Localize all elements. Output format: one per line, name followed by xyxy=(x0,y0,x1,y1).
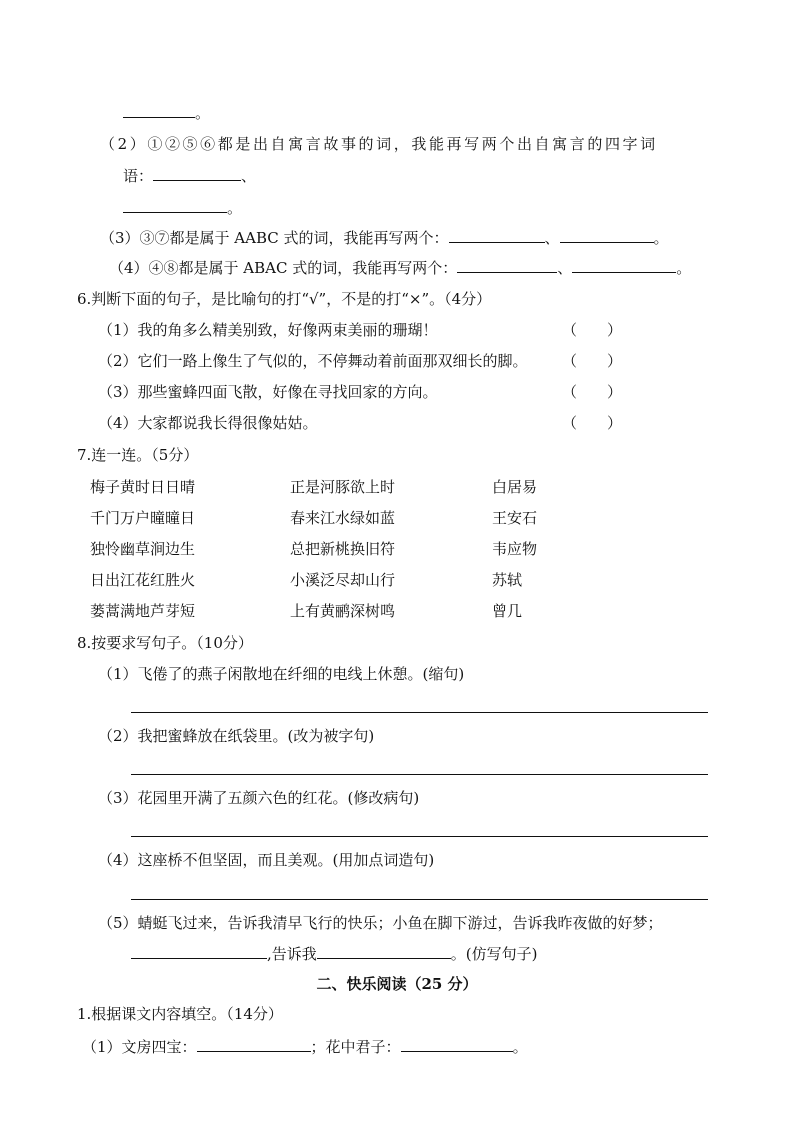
q8-item: （2）我把蜜蜂放在纸袋里。(改为被字句) xyxy=(98,727,375,745)
poet-name[interactable]: 白居易 xyxy=(492,478,538,496)
poem-line-right[interactable]: 小溪泛尽却山行 xyxy=(290,571,396,589)
blank[interactable] xyxy=(449,228,545,243)
section2-q1-item-1: （1）文房四宝： ；花中君子： 。 xyxy=(82,1038,528,1056)
poet-name[interactable]: 王安石 xyxy=(492,509,538,527)
blank[interactable] xyxy=(572,258,676,273)
poem-line-right[interactable]: 正是河豚欲上时 xyxy=(290,478,396,496)
answer-paren[interactable]: （ ） xyxy=(562,321,623,339)
blank[interactable] xyxy=(123,103,195,118)
q5-item-2-cont: 语： 、 xyxy=(123,167,257,185)
q6-item: （3）那些蜜蜂四面飞散，好像在寻找回家的方向。 xyxy=(98,383,438,401)
q6-item: （2）它们一路上像生了气似的，不停舞动着前面那双细长的脚。 xyxy=(98,352,528,370)
blank[interactable] xyxy=(401,1037,513,1052)
blank[interactable] xyxy=(457,258,557,273)
q6-item: （1）我的角多么精美别致，好像两束美丽的珊瑚！ xyxy=(98,321,438,339)
poem-line-left[interactable]: 千门万户曈曈日 xyxy=(90,509,196,527)
poem-line-right[interactable]: 上有黄鹂深树鸣 xyxy=(290,602,396,620)
section2-q1-title: 1.根据课文内容填空。（14分） xyxy=(77,1005,283,1023)
poem-line-right[interactable]: 春来江水绿如蓝 xyxy=(290,509,396,527)
q5-item-2: （2）①②⑤⑥都是出自寓言故事的词，我能再写两个出自寓言的四字词 xyxy=(100,135,658,153)
answer-line[interactable] xyxy=(131,899,708,900)
answer-paren[interactable]: （ ） xyxy=(562,383,623,401)
top-fill-line: 。 xyxy=(123,103,210,123)
answer-line[interactable] xyxy=(131,712,708,713)
q5-item-2-cont2: 。 xyxy=(123,198,242,218)
poet-name[interactable]: 韦应物 xyxy=(492,540,538,558)
q8-item-5-cont: ,告诉我 。(仿写句子) xyxy=(131,944,538,964)
answer-paren[interactable]: （ ） xyxy=(562,352,623,370)
q7-title: 7.连一连。（5分） xyxy=(77,446,199,464)
blank[interactable] xyxy=(131,944,267,959)
poem-line-left[interactable]: 独怜幽草涧边生 xyxy=(90,540,196,558)
blank[interactable] xyxy=(317,944,451,959)
q5-item-3: （3）③⑦都是属于 AABC 式的词，我能再写两个： 、 。 xyxy=(100,229,669,247)
q8-item: （1）飞倦了的燕子闲散地在纤细的电线上休憩。(缩句) xyxy=(98,665,465,683)
blank[interactable] xyxy=(123,198,227,213)
poet-name[interactable]: 曾几 xyxy=(492,602,523,620)
q8-item-5: （5）蜻蜓飞过来，告诉我清早飞行的快乐；小鱼在脚下游过，告诉我昨夜做的好梦； xyxy=(98,914,663,932)
q6-title: 6.判断下面的句子，是比喻句的打“√”，不是的打“×”。（4分） xyxy=(77,290,492,308)
blank[interactable] xyxy=(197,1037,311,1052)
section-title: 二、快乐阅读（25 分） xyxy=(316,975,478,993)
q8-title: 8.按要求写句子。（10分） xyxy=(77,634,253,652)
answer-line[interactable] xyxy=(131,774,708,775)
answer-line[interactable] xyxy=(131,836,708,837)
q5-item-4: （4）④⑧都是属于 ABAC 式的词，我能再写两个： 、 。 xyxy=(109,259,692,277)
poet-name[interactable]: 苏轼 xyxy=(492,571,523,589)
poem-line-left[interactable]: 蒌蒿满地芦芽短 xyxy=(90,602,196,620)
blank[interactable] xyxy=(153,166,241,181)
blank[interactable] xyxy=(560,228,654,243)
poem-line-left[interactable]: 日出江花红胜火 xyxy=(90,571,196,589)
q6-item: （4）大家都说我长得很像姑姑。 xyxy=(98,414,318,432)
answer-paren[interactable]: （ ） xyxy=(562,414,623,432)
q8-item: （3）花园里开满了五颜六色的红花。(修改病句) xyxy=(98,789,420,807)
poem-line-right[interactable]: 总把新桃换旧符 xyxy=(290,540,396,558)
q8-item: （4）这座桥不但坚固，而且美观。(用加点词造句) xyxy=(98,851,435,869)
poem-line-left[interactable]: 梅子黄时日日晴 xyxy=(90,478,196,496)
